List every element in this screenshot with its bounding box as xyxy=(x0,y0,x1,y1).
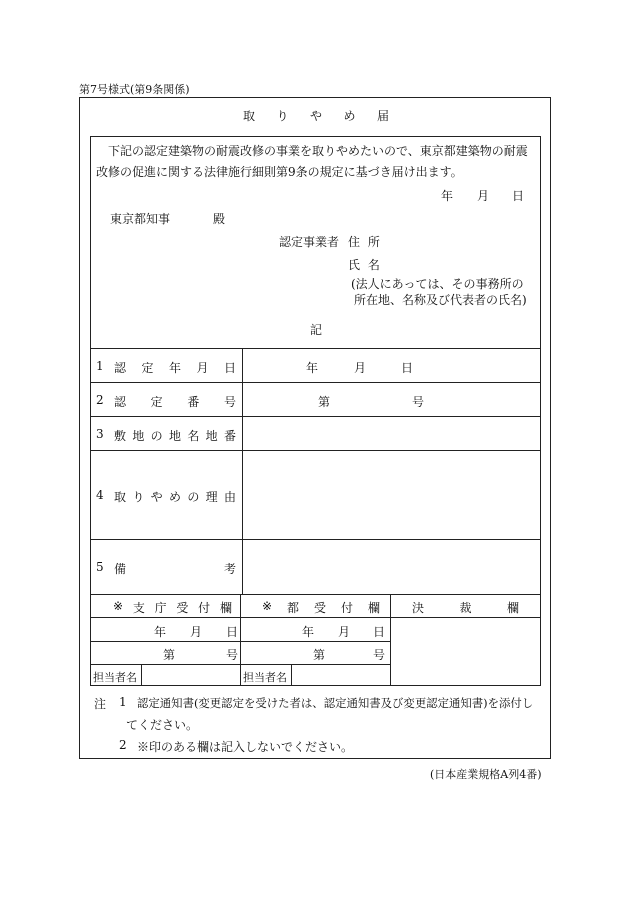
addressee-honorific: 殿 xyxy=(213,212,226,226)
note-2-text: ※印のある欄は記入しないでください。 xyxy=(137,740,354,754)
label-char: 番 xyxy=(223,429,236,443)
row-number: 3 xyxy=(96,427,104,441)
row-label xyxy=(114,560,236,577)
row-number: 2 xyxy=(96,393,104,407)
label-char: 認 xyxy=(114,361,127,375)
header-char: ※ xyxy=(262,599,273,613)
table-line xyxy=(90,382,541,383)
row-label xyxy=(114,359,236,376)
body-paragraph: 下記の認定建築物の耐震改修の事業を取りやめたいので、東京都建築物の耐震改修の促進に関する法律施行細則第9条の規定に基づき届け出ます。 xyxy=(96,144,528,179)
branch-date-year[interactable]: 年 xyxy=(154,625,167,639)
label-char: 地 xyxy=(132,429,145,443)
table-line xyxy=(90,416,541,417)
row-value-dai[interactable]: 第 xyxy=(318,395,331,409)
label-char: の xyxy=(150,429,163,443)
header-char: 受 xyxy=(314,601,327,615)
metro-number-go[interactable]: 号 xyxy=(373,648,386,662)
branch-date-day[interactable]: 日 xyxy=(226,625,239,639)
applicant-note-line1: (法人にあっては、その事務所の xyxy=(351,277,524,291)
table-line xyxy=(90,450,541,451)
label-char: 月 xyxy=(196,361,209,375)
row-value-go[interactable]: 号 xyxy=(412,395,425,409)
branch-staff-label: 担当者名 xyxy=(93,671,137,684)
header-char: 支 xyxy=(132,601,145,615)
title-char: り xyxy=(276,109,289,123)
label-char: 認 xyxy=(114,395,127,409)
grid-line xyxy=(141,664,142,686)
applicant-address-label: 住 所 xyxy=(348,235,380,249)
date-day[interactable]: 日 xyxy=(512,189,525,203)
header-char: 付 xyxy=(341,601,354,615)
header-char: 受 xyxy=(176,601,189,615)
branch-date-month[interactable]: 月 xyxy=(190,625,203,639)
header-char: 庁 xyxy=(154,601,167,615)
table-line xyxy=(90,348,541,349)
metro-date-month[interactable]: 月 xyxy=(338,625,351,639)
note-1-line2: てください。 xyxy=(126,718,199,732)
note-1-line1: 認定通知書(変更認定を受けた者は、認定通知書及び変更認定通知書)を添付し xyxy=(137,696,534,710)
label-char: 備 xyxy=(114,562,127,576)
paper-size-note: (日本産業規格A列4番) xyxy=(430,768,542,781)
label-char: 号 xyxy=(223,395,236,409)
label-char: め xyxy=(168,490,181,504)
branch-number-dai[interactable]: 第 xyxy=(163,648,176,662)
note-prefix: 注 xyxy=(94,697,107,711)
form-number: 第7号様式(第9条関係) xyxy=(79,83,190,96)
metro-date-day[interactable]: 日 xyxy=(373,625,386,639)
title-char: め xyxy=(343,109,356,123)
ki-label: 記 xyxy=(310,323,323,337)
row-label xyxy=(114,427,236,444)
header-char: ※ xyxy=(113,599,124,613)
label-char: 取 xyxy=(114,490,127,504)
row-number: 1 xyxy=(96,359,104,373)
branch-number-go[interactable]: 号 xyxy=(226,648,239,662)
header-char: 都 xyxy=(287,601,300,615)
grid-line xyxy=(90,617,541,618)
metro-number-dai[interactable]: 第 xyxy=(313,648,326,662)
metro-date-year[interactable]: 年 xyxy=(302,625,315,639)
date-month[interactable]: 月 xyxy=(477,189,490,203)
header-char: 付 xyxy=(198,601,211,615)
label-char: 年 xyxy=(168,361,181,375)
label-char: 日 xyxy=(223,361,236,375)
title-char: 届 xyxy=(376,109,389,123)
header-char: 欄 xyxy=(219,601,232,615)
grid-line xyxy=(291,664,292,686)
label-char: 地 xyxy=(205,429,218,443)
row-number: 4 xyxy=(96,488,104,502)
row-value-month[interactable]: 月 xyxy=(354,361,367,375)
row-label xyxy=(114,393,236,410)
grid-line xyxy=(240,594,241,686)
row-value-year[interactable]: 年 xyxy=(306,361,319,375)
grid-line xyxy=(390,594,391,686)
decision-header xyxy=(412,599,519,616)
form-title xyxy=(243,107,389,124)
label-char: 地 xyxy=(168,429,181,443)
addressee-name: 東京都知事 xyxy=(110,212,171,226)
header-char: 裁 xyxy=(459,601,472,615)
label-char: 定 xyxy=(150,395,163,409)
table-line xyxy=(242,348,243,594)
label-char: 理 xyxy=(205,490,218,504)
label-char: や xyxy=(150,490,163,504)
date-year[interactable]: 年 xyxy=(441,189,454,203)
metro-staff-label: 担当者名 xyxy=(243,671,287,684)
title-char: 取 xyxy=(243,109,256,123)
row-label xyxy=(114,488,236,505)
applicant-name-label: 氏 名 xyxy=(348,258,380,272)
branch-reception-header xyxy=(113,599,232,616)
label-char: の xyxy=(187,490,200,504)
metro-reception-header xyxy=(262,599,380,616)
row-value-day[interactable]: 日 xyxy=(401,361,414,375)
label-char: 番 xyxy=(187,395,200,409)
applicant-note-line2: 所在地、名称及び代表者の氏名) xyxy=(354,293,527,307)
row-number: 5 xyxy=(96,560,104,574)
note-2-number: 2 xyxy=(119,738,127,752)
label-char: 由 xyxy=(223,490,236,504)
table-line xyxy=(90,594,541,595)
note-1-number: 1 xyxy=(119,695,127,709)
label-char: り xyxy=(132,490,145,504)
label-char: 定 xyxy=(141,361,154,375)
header-char: 欄 xyxy=(506,601,519,615)
label-char: 考 xyxy=(223,562,236,576)
header-char: 決 xyxy=(412,601,425,615)
applicant-role-label: 認定事業者 xyxy=(279,235,340,249)
label-char: 敷 xyxy=(114,429,127,443)
title-char: や xyxy=(309,109,322,123)
table-line xyxy=(90,539,541,540)
header-char: 欄 xyxy=(367,601,380,615)
label-char: 名 xyxy=(187,429,200,443)
